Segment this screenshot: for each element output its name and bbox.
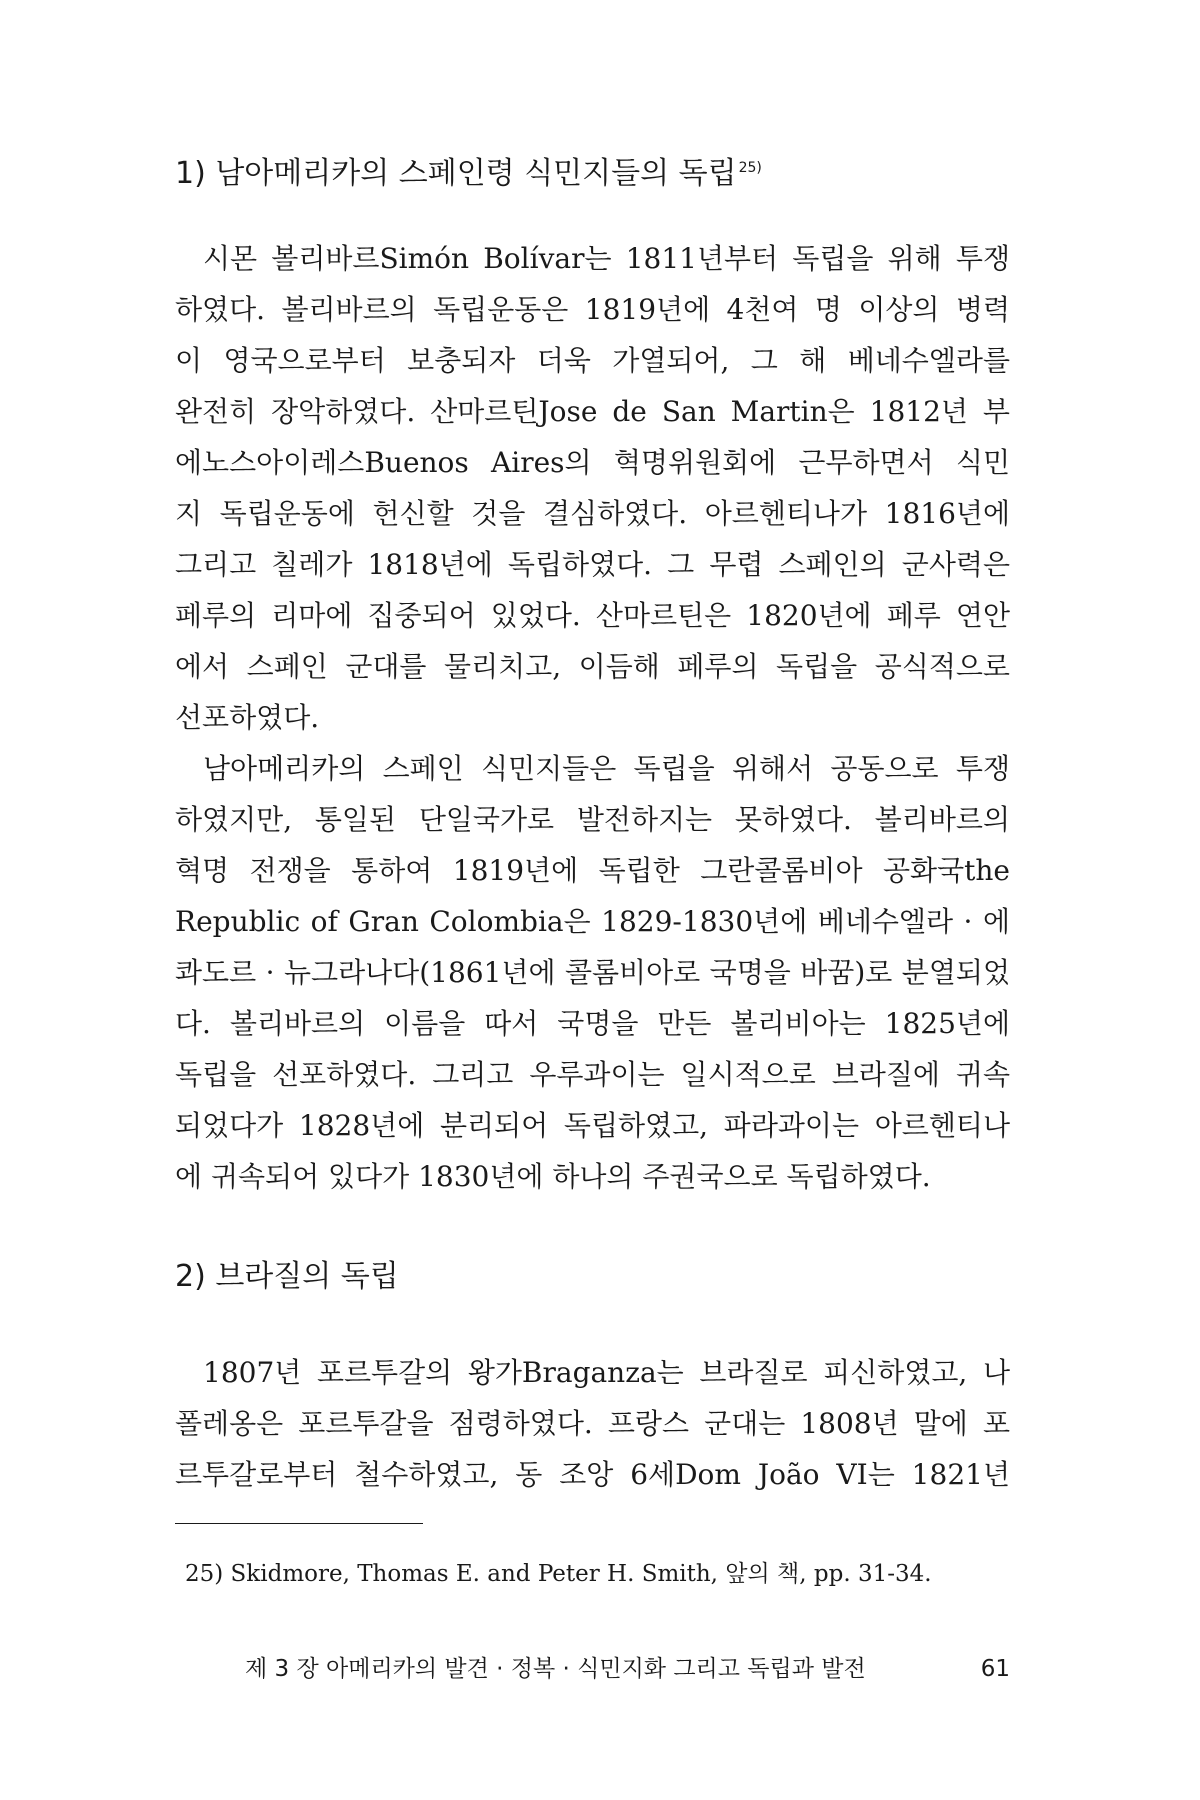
text-line: 그리고 칠레가 1818년에 독립하였다. 그 무렵 스페인의 군사력은 — [175, 548, 1010, 581]
text-line: 되었다가 1828년에 분리되어 독립하였고, 파라과이는 아르헨티나 — [175, 1109, 1010, 1142]
text-line: 완전히 장악하였다. 산마르틴Jose de San Martin은 1812년 부 — [175, 395, 1010, 428]
text-line: 에 귀속되어 있다가 1830년에 하나의 주권국으로 독립하였다. — [175, 1160, 931, 1193]
running-footer — [245, 1653, 1010, 1685]
footnote: 25) Skidmore, Thomas E. and Peter H. Smith, 앞의 책, pp. 31-34. — [185, 1561, 932, 1587]
text-line: 에노스아이레스Buenos Aires의 혁명위원회에 근무하면서 식민 — [175, 446, 1010, 479]
text-line: 1807년 포르투갈의 왕가Braganza는 브라질로 피신하였고, 나 — [203, 1356, 1010, 1389]
section-heading-1-text: 1) 남아메리카의 스페인령 식민지들의 독립 — [175, 156, 737, 191]
paragraph-brazil — [175, 1347, 1010, 1500]
text-line: 혁명 전쟁을 통하여 1819년에 독립한 그란콜롬비아 공화국the — [175, 854, 1010, 887]
text-line: 선포하였다. — [175, 701, 320, 734]
book-page — [175, 0, 1010, 1800]
section-heading-1 — [175, 148, 762, 194]
section-heading-2: 2) 브라질의 독립 — [175, 1259, 399, 1294]
text-line: 페루의 리마에 집중되어 있었다. 산마르틴은 1820년에 페루 연안 — [175, 599, 1010, 632]
text-line: 하였다. 볼리바르의 독립운동은 1819년에 4천여 명 이상의 병력 — [175, 293, 1010, 326]
text-line: 남아메리카의 스페인 식민지들은 독립을 위해서 공동으로 투쟁 — [203, 752, 1010, 785]
footnote-divider — [175, 1523, 423, 1524]
text-line: 르투갈로부터 철수하였고, 동 조앙 6세Dom João VI는 1821년 — [175, 1458, 1010, 1491]
page-number: 61 — [980, 1656, 1010, 1682]
text-line: 콰도르 · 뉴그라나다(1861년에 콜롬비아로 국명을 바꿈)로 분열되었 — [175, 956, 1010, 989]
text-line: Republic of Gran Colombia은 1829-1830년에 베네수엘라 · 에 — [175, 905, 1010, 938]
text-line: 폴레옹은 포르투갈을 점령하였다. 프랑스 군대는 1808년 말에 포 — [175, 1407, 1010, 1440]
text-line: 이 영국으로부터 보충되자 더욱 가열되어, 그 해 베네수엘라를 — [175, 344, 1010, 377]
paragraph-spanish-colonies — [175, 743, 1010, 1202]
paragraph-bolivar — [175, 233, 1010, 743]
text-line: 하였지만, 통일된 단일국가로 발전하지는 못하였다. 볼리바르의 — [175, 803, 1010, 836]
text-line: 에서 스페인 군대를 물리치고, 이듬해 페루의 독립을 공식적으로 — [175, 650, 1010, 683]
text-line: 다. 볼리바르의 이름을 따서 국명을 만든 볼리비아는 1825년에 — [175, 1007, 1010, 1040]
text-line: 지 독립운동에 헌신할 것을 결심하였다. 아르헨티나가 1816년에 — [175, 497, 1010, 530]
chapter-title: 제 3 장 아메리카의 발견 · 정복 · 식민지화 그리고 독립과 발전 — [245, 1656, 866, 1682]
text-line: 시몬 볼리바르Simón Bolívar는 1811년부터 독립을 위해 투쟁 — [203, 242, 1010, 275]
text-line: 독립을 선포하였다. 그리고 우루과이는 일시적으로 브라질에 귀속 — [175, 1058, 1010, 1091]
footnote-reference: 25) — [738, 160, 762, 176]
